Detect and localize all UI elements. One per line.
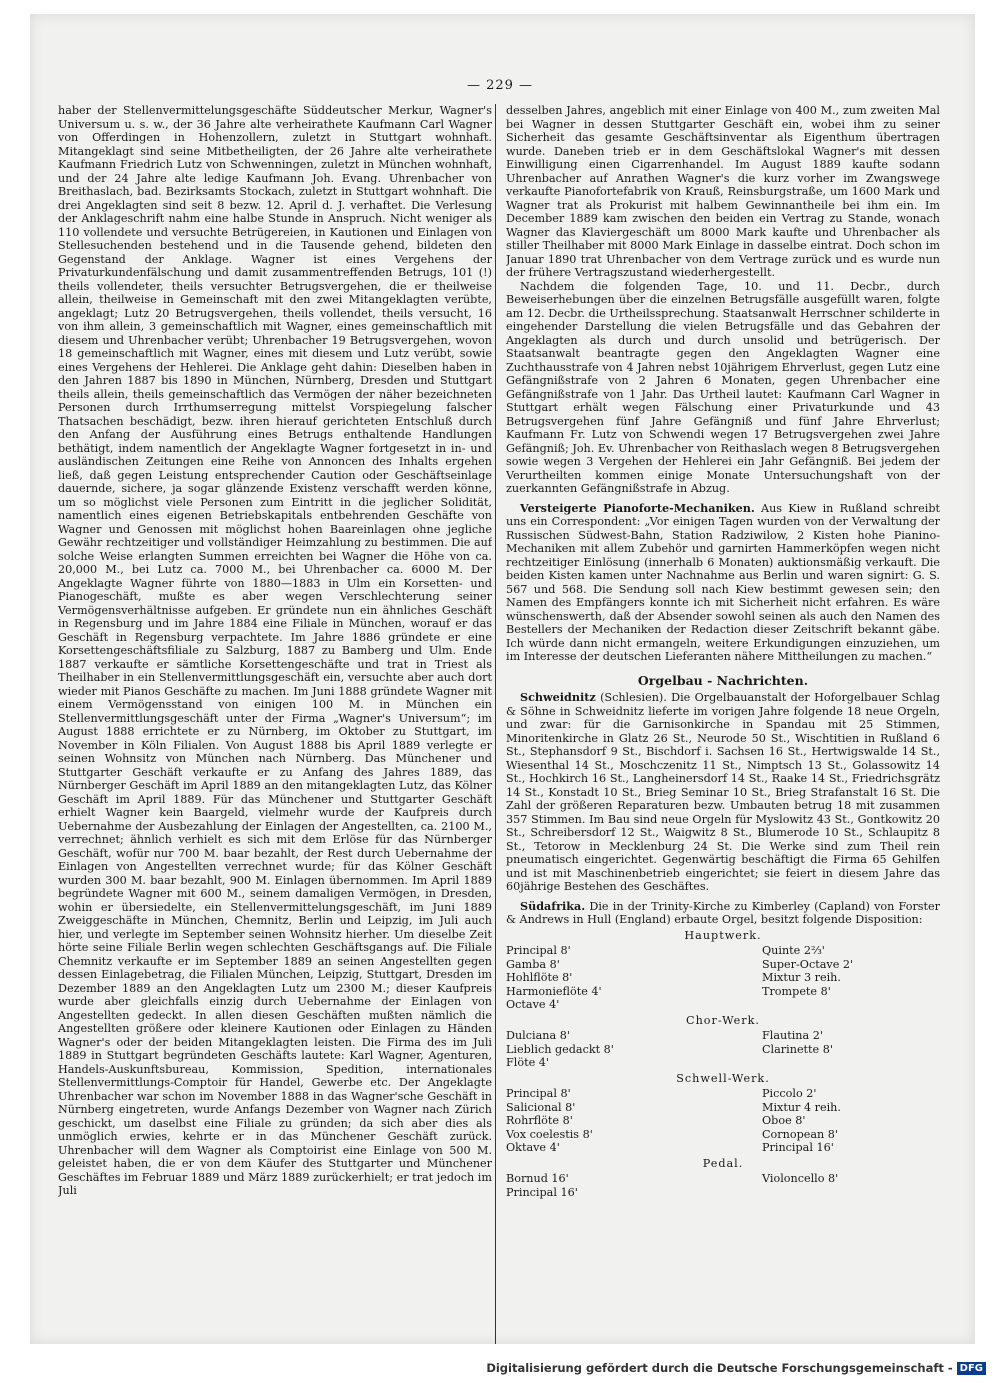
stop: Clarinette 8' <box>762 1042 833 1056</box>
pianoforte-article <box>506 502 940 664</box>
verdict-paragraph: Nachdem die folgenden Tage, 10. und 11. Decbr., durch Beweiserhebungen über die einzelnen Betrugsfälle ausgefüllt waren, folgte am 12. Decbr. die Urtheilssprechung. Staatsanwalt Herrschner schilderte in eingehender Darstellung die vielen Betrugsfälle und das Gebahren der Angeklagten als durch und durch unsolid und betrügerisch. Der Staatsanwalt beantragte gegen den Angeklagten Wagner eine Zuchthausstrafe von 4 Jahren nebst 10jährigem Ehrverlust, gegen Lutz eine Gefängnißstrafe von 2 Jahren 6 Monaten, gegen Uhrenbacher eine Gefängnißstrafe von 1 Jahr. Das Urtheil lautet: Kaufmann Carl Wagner in Stuttgart erhält wegen Fälschung einer Privaturkunde und 43 Betrugsvergehen fünf Jahre Gefängniß und fünf Jahre Ehrverlust; Kaufmann Fr. Lutz von Schwendi wegen 17 Betrugsvergehen zwei Jahre Gefängniß; Joh. Ev. Uhrenbacher von Reithaslach wegen 8 Betrugsvergehen sowie wegen 3 Vergehen der Hehlerei ein Jahr Gefängniß. Bei jedem der Verurtheilten kommen einige Monate Untersuchungshaft von der zuerkannten Gefängnißstrafe in Abzug. <box>506 279 940 495</box>
left-column <box>58 104 492 1344</box>
hauptwerk-title: Hauptwerk. <box>684 928 762 942</box>
stop: Octave 4' <box>506 998 560 1011</box>
stop: Hohlflöte 8' <box>506 971 573 984</box>
schwell-title: Schwell-Werk. <box>676 1071 770 1085</box>
stop: Piccolo 2' <box>762 1087 817 1100</box>
stop: Trompete 8' <box>762 984 831 998</box>
trial-report-continuation: desselben Jahres, angeblich mit einer Einlage von 400 M., zum zweiten Mal bei Wagner in dessen Stuttgarter Geschäft ein, wobei ihm zu seiner Sicherheit das gesamte Geschäftsinventar als Eigenthum übertragen wurde. Daneben trieb er in dem Geschäftslokal Wagner's mit dessen Einwilligung einen Cigarrenhandel. Im August 1889 kaufte sodann Uhrenbacher auf Anrathen Wagner's die kurz vorher im Zwangswege verkaufte Pianofortefabrik von Krauß, Reinsburgstraße, um 1600 Mark und Wagner trat als Prokurist mit halbem Gewinnantheile bei ihm ein. Im December 1889 kam zwischen den beiden ein Vertrag zu Stande, wonach Wagner das Klaviergeschäft um 8000 Mark kaufte und Uhrenbacher als stiller Theilhaber mit 8000 Mark Einlage in dasselbe eintrat. Doch schon im Januar 1890 trat Uhrenbacher von dem Vertrage zurück und es wurde nun der frühere Vertragszustand wiederhergestellt. <box>506 104 940 279</box>
pianoforte-text: Aus Kiew in Rußland schreibt uns ein Correspondent: „Vor einigen Tagen wurden von der Verwaltung der Russischen Südwest-Bahn, Station Radziwilow, 2 Kisten hohe Pianino-Mechaniken mit allem Zubehör und garnirten Hammerköpfen wegen nicht rechtzeitiger Einlösung (innerhalb 6 Monaten) auktionsmäßig verkauft. Die beiden Kisten kamen unter Nachnahme aus Berlin und waren signirt: G. S. 567 und 568. Die Sendung soll nach Kiew bestimmt gewesen sein; den Namen des Empfängers konnte ich mit Sicherheit nicht erfahren. Es wäre wünschenswerth, daß der Absender sowohl seinen als auch den Namen des Bestellers der Mechaniken der Redaction dieser Zeitschrift bekannt gäbe. Ich würde dann nicht ermangeln, weitere Erkundigungen einzuziehen, um im Interesse der deutschen Lieferanten nähere Mittheilungen zu machen.“ <box>506 501 940 663</box>
stop: Dulciana 8' <box>506 1029 570 1042</box>
stop: Principal 8' <box>506 1087 571 1100</box>
stop: Salicional 8' <box>506 1100 576 1114</box>
stop: Flöte 4' <box>506 1056 549 1069</box>
chor-right-list <box>732 1029 940 1070</box>
stop: Oktave 4' <box>506 1141 560 1154</box>
stop: Gamba 8' <box>506 957 560 971</box>
dfg-footer <box>486 1361 986 1375</box>
orgelbau-heading: Orgelbau - Nachrichten. <box>637 672 809 688</box>
pianoforte-title: Versteigerte Pianoforte-Mechaniken. <box>520 500 755 515</box>
stop: Principal 16' <box>762 1141 834 1154</box>
schwell-right-list <box>732 1087 940 1155</box>
stop: Harmonieflöte 4' <box>506 984 602 998</box>
stop: Oboe 8' <box>762 1114 806 1127</box>
hauptwerk-stops <box>506 944 940 1012</box>
stop: Quinte 2⅔' <box>762 944 825 957</box>
suedafrika-title: Südafrika. <box>520 898 586 913</box>
right-column <box>506 104 940 1344</box>
chor-title: Chor-Werk. <box>686 1013 760 1027</box>
stop: Principal 16' <box>506 1185 578 1199</box>
column-divider <box>495 104 496 1344</box>
page-number: — 229 — <box>466 78 534 93</box>
stop: Flautina 2' <box>762 1029 823 1042</box>
hauptwerk-right-list <box>732 944 940 1012</box>
footer-text: Digitalisierung gefördert durch die Deutsche Forschungsgemeinschaft - <box>486 1361 953 1375</box>
stop: Super-Octave 2' <box>762 957 854 971</box>
suedafrika-article <box>506 900 940 927</box>
pedal-left-list <box>506 1172 714 1199</box>
organ-disposition <box>506 929 940 1200</box>
stop: Lieblich gedackt 8' <box>506 1042 614 1056</box>
hauptwerk-left-list <box>506 944 714 1012</box>
stop: Principal 8' <box>506 944 571 957</box>
pedal-title: Pedal. <box>702 1156 744 1170</box>
suedafrika-text: Die in der Trinity-Kirche zu Kimberley (Capland) von Forster & Andrews in Hull (England) erbaute Orgel, besitzt folgende Disposition: <box>506 899 940 926</box>
schwell-left-list <box>506 1087 714 1155</box>
stop: Vox coelestis 8' <box>506 1127 593 1141</box>
trial-report-text: haber der Stellenvermittelungsgeschäfte Süddeutscher Merkur, Wagner's Universum u. s. w., der 36 Jahre alte verheirathete Kaufmann Carl Wagner von Offerdingen in Hohenzollern, zuletzt in Stuttgart wohnhaft. Mitangeklagt sind seine Mitbetheiligten, der 26 Jahre alte verheirathete Kaufmann Friedrich Lutz von Schwenningen, zuletzt in München wohnhaft, und der 24 Jahre alte ledige Kaufmann Joh. Evang. Uhrenbacher von Breithaslach, bad. Bezirksamts Stockach, zuletzt in Stuttgart wohnhaft. Die drei Angeklagten sind seit 8 bezw. 12. April d. J. verhaftet. Die Verlesung der Anklageschrift nahm eine halbe Stunde in Anspruch. Nicht weniger als 110 vollendete und versuchte Betrügereien, in Kautionen und Einlagen von Stellesuchenden bestehend und in die Tausende gehend, bildeten den Gegenstand der Anklage. Wagner ist eines Vergehens der Privaturkundenfälschung und damit zusammentreffenden Betrugs, 101 (!) theils vollendeter, theils versuchter Betrugsvergehen, die er theilweise allein, theilweise in Gemeinschaft mit den zwei Mitangeklagten verübte, angeklagt; Lutz 20 Betrugsvergehen, theils vollendet, theils versucht, 16 von ihm allein, 3 gemeinschaftlich mit Wagner, eines gemeinschaftlich mit diesem und Uhrenbacher verübt; Uhrenbacher 19 Betrugsvergehen, wovon 18 gemeinschaftlich mit Wagner, eines mit diesem und Lutz verübt, sowie eines Vergehens der Hehlerei. Die Anklage geht dahin: Dieselben haben in den Jahren 1887 bis 1890 in München, Nürnberg, Dresden und Stuttgart theils allein, theils gemeinschaftlich das Vermögen der näher bezeichneten Personen durch Irrthumserregung mittelst Vorspiegelung falscher Thatsachen beschädigt, bezw. ihren hierauf gerichteten Entschluß durch den Anfang der Ausführung eines Betrugs enthaltende Handlungen bethätigt, indem namentlich der Angeklagte Wagner fortgesetzt in in- und ausländischen Zeitungen eine Reihe von Annoncen des Inhalts ergehen ließ, daß gegen Leistung entsprechender Caution oder Geschäftseinlage dauernde, sichere, ja sogar glänzende Existenz verschafft werden könne, um so möglichst viele Personen zum Eintritt in die jeglicher Solidität, namentlich eines eigenen Betriebskapitals entbehrenden Geschäfte von Wagner und Genossen mit möglichst hohen Baareinlagen ohne jegliche Gewähr rechtzeitiger und vollständiger Heimzahlung zu bestimmen. Die auf solche Weise erlangten Summen erreichten bei Wagner die Höhe von ca. 20,000 M., bei Lutz ca. 7000 M., bei Uhrenbacher ca. 6000 M. Der Angeklagte Wagner führte von 1880—1883 in Ulm ein Korsetten- und Pianogeschäft, mußte es aber wegen Verschlechterung seiner Vermögensverhältnisse aufgeben. Er gründete nun ein ähnliches Geschäft in Regensburg und im Jahre 1884 eine Filiale in München, worauf er das Geschäft in Regensburg verpachtete. Im Jahre 1886 gründete er eine Korsettengeschäftsfiliale zu Salzburg, 1887 zu Bamberg und Ulm. Ende 1887 verkaufte er sämtliche Korsettengeschäfte und trat in Triest als Theilhaber in ein Stellenvermittlungsgeschäft ein, versuchte aber auch dort wieder mit Pianos Geschäfte zu machen. Im Juni 1888 gründete Wagner mit einem Vermögensstand von einigen 100 M. in München ein Stellenvermittlungsgeschäft unter der Firma „Wagner's Universum“; im August 1888 errichtete er zu Nürnberg, im Oktober zu Stuttgart, im November in Köln Filialen. Von August 1888 bis April 1889 verlegte er seinen Wohnsitz von München nach Nürnberg. Das Münchener und Stuttgarter Geschäft verkaufte er zu Anfang des Jahres 1889, das Nürnberger Geschäft im April 1889 an den mitangeklagten Lutz, das Kölner Geschäft im April 1889. Für das Münchener und Stuttgarter Geschäft erhielt Wagner kein Baargeld, vielmehr wurde der Kaufpreis durch Uebernahme der Ausbezahlung der Einlagen der Angestellten, ca. 2100 M., verrechnet; ähnlich verhielt es sich mit dem Erlöse für das Nürnberger Geschäft, wofür nur 700 M. baar bezahlt, der Rest durch Uebernahme der Einlagen von Angestellten verrechnet wurde; für das Kölner Geschäft wurden 300 M. baar bezahlt, 900 M. Einlagen übernommen. Im April 1889 begründete Wagner mit 600 M., seinem damaligen Vermögen, in Dresden, wohin er übersiedelte, ein Stellenvermittelungsgeschäft, im Juni 1889 Zweiggeschäfte in München, Chemnitz, Berlin und Leipzig, im Juli auch hier, und verlegte im September seinen Wohnsitz hierher. Um dieselbe Zeit hörte seine Filiale Berlin wegen schlechten Geschäftsgangs auf. Die Filiale Chemnitz verkaufte er im September 1889 an seinen Angestellten gegen dessen Einlagebetrag, die Filialen München, Leipzig, Stuttgart, Dresden im Dezember 1889 an den Angeklagten Lutz um 2300 M.; dieser Kaufpreis wurde aber gleichfalls einzig durch Uebernahme der Einlagen von Angestellten gedeckt. In allen diesen Geschäften mußten nämlich die Angestellten größere oder kleinere Kautionen oder Einlagen zu Händen Wagner's oder der beiden Mitangeklagten leisten. Die Firma des im Juli 1889 in Stuttgart begründeten Geschäfts lautete: Karl Wagner, Agenturen, Handels-Auskunftsbureau, Kommission, Spedition, internationales Stellenvermittlungs-Comptoir für Handel, Gewerbe etc. Der Angeklagte Uhrenbacher war schon im November 1888 in das Wagner'sche Geschäft in Nürnberg eingetreten, wurde Anfangs Dezember von Wagner nach Zürich geschickt, um daselbst eine Filiale zu gründen; da sich aber dies als unmöglich erwies, kehrte er in das Münchener Geschäft zurück. Uhrenbacher will dem Wagner als Comptoirist eine Einlage von 500 M. geleistet haben, die er von dem Käufer des Stuttgarter und Münchener Geschäftes im Februar 1889 und März 1889 zurückerhielt; er trat jedoch im Juli <box>58 104 492 1197</box>
schweidnitz-title: Schweidnitz <box>520 690 596 704</box>
pedal-stops <box>506 1172 940 1199</box>
schweidnitz-text: (Schlesien). Die Orgelbauanstalt der Hoforgelbauer Schlag & Söhne in Schweidnitz lieferte im vorigen Jahre folgende 18 neue Orgeln, und zwar: für die Garnisonkirche in Spandau mit 25 Stimmen, Minoritenkirche in Glatz 26 St., Neurode 50 St., Wischtitien in Rußland 6 St., Stephansdorf 9 St., Bischdorf i. Sachsen 16 St., Hertwigswalde 14 St., Wiesenthal 14 St., Moschczenitz 11 St., Nimptsch 13 St., Golassowitz 14 St., Hochkirch 16 St., Langheinersdorf 14 St., Raake 14 St., Friedrichsgrätz 14 St., Konstadt 10 St., Brieg Seminar 10 St., Brieg Strafanstalt 16 St. Die Zahl der größeren Reparaturen bezw. Umbauten betrug 18 mit zusammen 357 Stimmen. Im Bau sind neue Orgeln für Myslowitz 43 St., Gontkowitz 20 St., Schreibersdorf 12 St., Waigwitz 8 St., Blumerode 10 St., Schlaupitz 8 St., Tetorow in Mecklenburg 24 St. Die Werke sind zum Theil rein pneumatisch eingerichtet. Gegenwärtig beschäftigt die Firma 65 Gehilfen und ist mit Maschinenbetrieb eingerichtet; sie feiert in diesem Jahre das 60jährige Bestehen des Geschäftes. <box>506 691 940 893</box>
chor-left-list <box>506 1029 714 1070</box>
stop: Bornud 16' <box>506 1172 569 1185</box>
stop: Cornopean 8' <box>762 1127 838 1141</box>
stop: Rohrflöte 8' <box>506 1114 573 1127</box>
schweidnitz-article <box>506 691 940 894</box>
dfg-logo: DFG <box>957 1362 986 1375</box>
stop: Mixtur 4 reih. <box>762 1100 841 1114</box>
pedal-right-list <box>732 1172 940 1199</box>
stop: Violoncello 8' <box>762 1172 839 1185</box>
stop: Mixtur 3 reih. <box>762 971 841 984</box>
chor-stops <box>506 1029 940 1070</box>
schwell-stops <box>506 1087 940 1155</box>
